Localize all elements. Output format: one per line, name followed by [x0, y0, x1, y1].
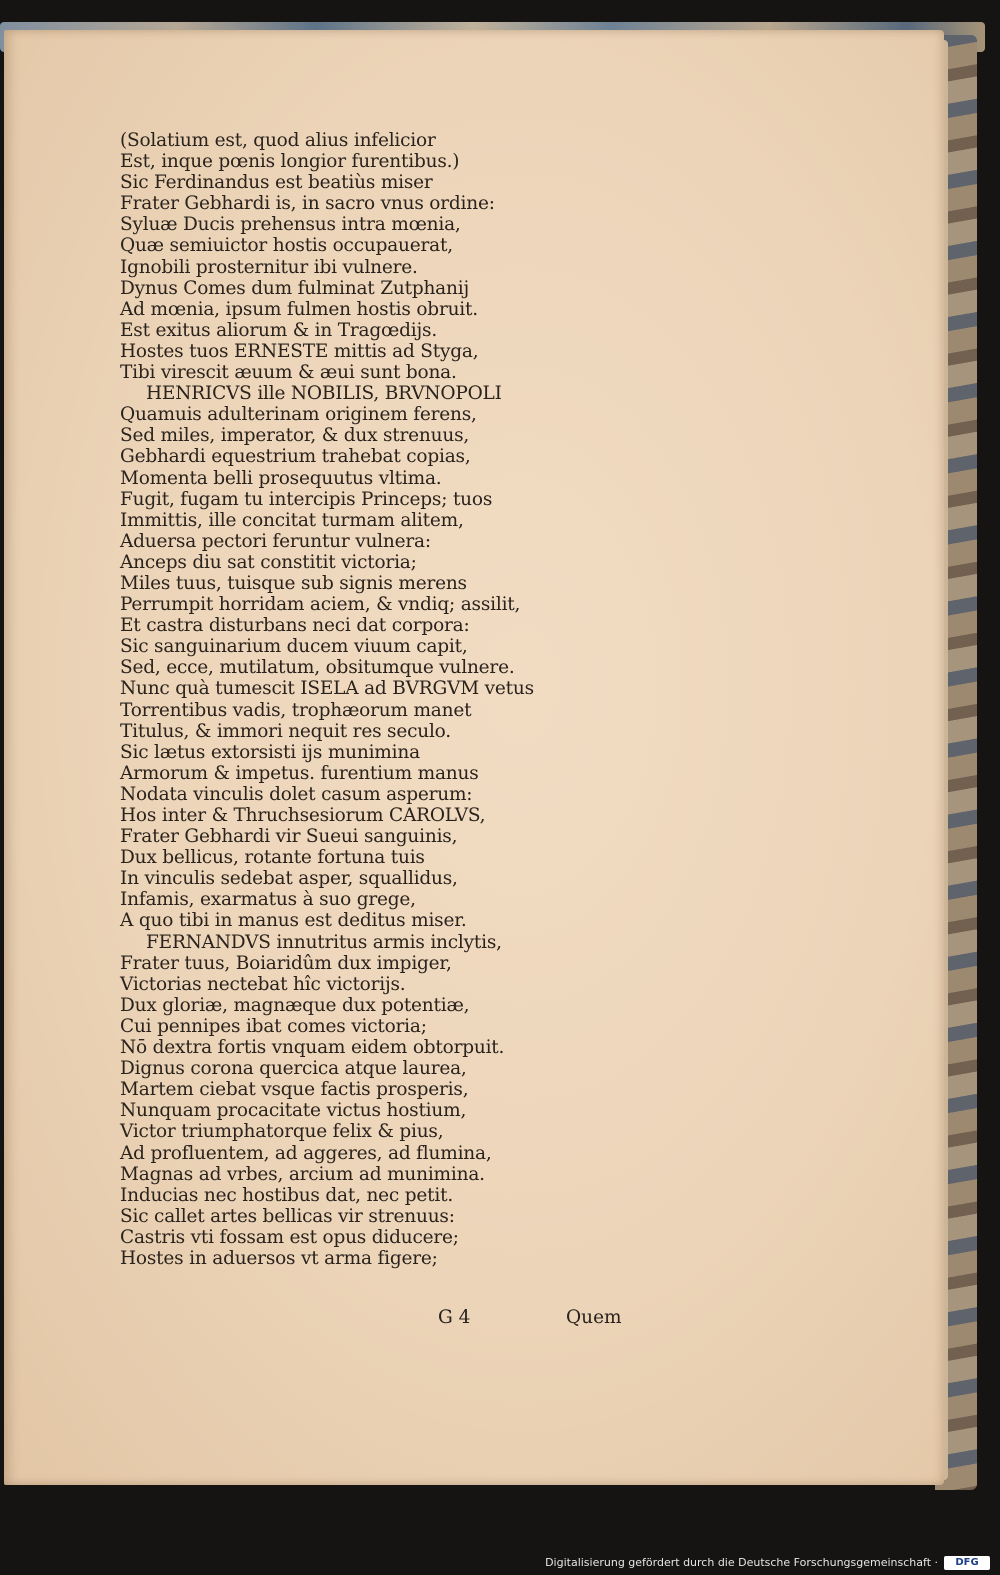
verse-line: Victorias nectebat hîc victorijs.	[120, 973, 406, 995]
verse-line: Cui pennipes ibat comes victoria;	[120, 1015, 427, 1037]
verse-line: Nunquam procacitate victus hostium,	[120, 1100, 467, 1122]
verse-line: Sic lætus extorsisti ijs munimina	[120, 741, 420, 763]
digitization-credit: Digitalisierung gefördert durch die Deutsche Forschungsgemeinschaft ·	[545, 1556, 938, 1569]
verse-line: Magnas ad vrbes, arcium ad munimina.	[120, 1163, 485, 1185]
verse-line: Frater tuus, Boiaridûm dux impiger,	[120, 952, 452, 974]
verse-line-indented: HENRICVS ille NOBILIS, BRVNOPOLI	[146, 383, 502, 405]
verse-line: Torrentibus vadis, trophæorum manet	[120, 699, 472, 721]
verse-line: Aduersa pectori feruntur vulnera:	[120, 530, 431, 552]
verse-line: Sic sanguinarium ducem viuum capit,	[120, 636, 468, 658]
verse-line: Sed miles, imperator, & dux strenuus,	[120, 425, 470, 447]
verse-line: A quo tibi in manus est deditus miser.	[120, 910, 467, 932]
verse-line: Quæ semiuictor hostis occupauerat,	[120, 235, 453, 257]
verse-line: Nodata vinculis dolet casum asperum:	[120, 783, 473, 805]
verse-line: Hos inter & Thruchsesiorum CAROLVS,	[120, 805, 486, 826]
verse-line: Perrumpit horridam aciem, & vndiq; assilit,	[120, 594, 521, 616]
signature-line	[438, 1307, 638, 1331]
verse-line: Fugit, fugam tu intercipis Princeps; tuos	[120, 488, 493, 510]
verse-line: Martem ciebat vsque factis prosperis,	[120, 1079, 469, 1101]
verse-line: Armorum & impetus. furentium manus	[120, 762, 479, 784]
verse-line: Gebhardi equestrium trahebat copias,	[120, 446, 471, 468]
catchword: Quem	[566, 1307, 622, 1328]
verse-line: Castris vti fossam est opus diducere;	[120, 1226, 459, 1248]
verse-line: Sic Ferdinandus est beatiùs miser	[120, 172, 433, 194]
verse-line: Momenta belli prosequutus vltima.	[120, 467, 442, 489]
verse-line: Sed, ecce, mutilatum, obsitumque vulnere.	[120, 657, 515, 679]
verse-line: Miles tuus, tuisque sub signis merens	[120, 572, 467, 594]
verse-line: Infamis, exarmatus à suo grege,	[120, 889, 416, 911]
verse-line: In vinculis sedebat asper, squallidus,	[120, 868, 458, 890]
verse-line: Est exitus aliorum & in Tragœdijs.	[120, 319, 437, 341]
verse-text-block	[120, 130, 590, 1269]
verse-line: Ignobili prosternitur ibi vulnere.	[120, 256, 418, 278]
verse-line: Nō dextra fortis vnquam eidem obtorpuit.	[120, 1037, 505, 1059]
dfg-logo-label: DFG	[955, 1557, 979, 1568]
verse-line: Dynus Comes dum fulminat Zutphanij	[120, 277, 469, 299]
verse-line: Tibi virescit æuum & æui sunt bona.	[120, 362, 457, 384]
verse-line: Hostes tuos ERNESTE mittis ad Styga,	[120, 340, 479, 362]
verse-line: Sic callet artes bellicas vir strenuus:	[120, 1205, 455, 1227]
verse-line: (Solatium est, quod alius infelicior	[120, 130, 436, 151]
verse-line: Ad mœnia, ipsum fulmen hostis obruit.	[120, 298, 478, 320]
verse-line: Frater Gebhardi vir Sueui sanguinis,	[120, 826, 458, 848]
verse-line: Dux bellicus, rotante fortuna tuis	[120, 847, 425, 869]
verse-line: Est, inque pœnis longior furentibus.)	[120, 151, 460, 173]
verse-line: Et castra disturbans neci dat corpora:	[120, 615, 470, 637]
signature-mark: G 4	[438, 1307, 471, 1328]
verse-line: Dux gloriæ, magnæque dux potentiæ,	[120, 994, 470, 1016]
dfg-logo	[944, 1556, 990, 1570]
verse-line: Quamuis adulterinam originem ferens,	[120, 404, 477, 426]
verse-line: Victor triumphatorque felix & pius,	[120, 1121, 444, 1143]
verse-line-indented: FERNANDVS innutritus armis inclytis,	[146, 931, 502, 953]
verse-line: Nunc quà tumescit ISELA ad BVRGVM vetus	[120, 678, 534, 700]
verse-line: Ad profluentem, ad aggeres, ad flumina,	[120, 1142, 492, 1164]
verse-line: Frater Gebhardi is, in sacro vnus ordine:	[120, 193, 495, 215]
verse-line: Titulus, & immori nequit res seculo.	[120, 720, 451, 742]
verse-line: Syluæ Ducis prehensus intra mœnia,	[120, 214, 461, 236]
verse-line: Inducias nec hostibus dat, nec petit.	[120, 1184, 454, 1206]
book-page	[4, 30, 944, 1485]
verse-line: Hostes in aduersos vt arma figere;	[120, 1247, 438, 1269]
verse-line: Immittis, ille concitat turmam alitem,	[120, 509, 464, 531]
verse-line: Anceps diu sat constitit victoria;	[120, 551, 417, 573]
verse-line: Dignus corona quercica atque laurea,	[120, 1058, 467, 1080]
